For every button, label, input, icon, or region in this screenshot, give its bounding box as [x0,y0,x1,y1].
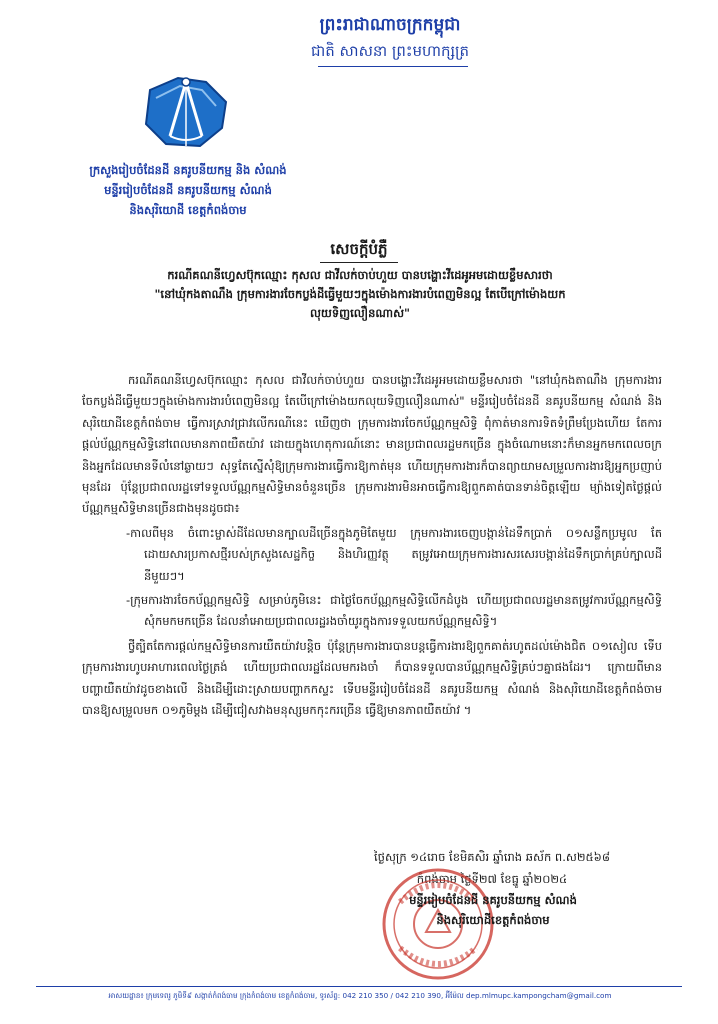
subtitle-line: លុយទិញលឿនណាស់" [309,306,411,320]
subtitle-line: ករណីគណនីហ្វេសប៊ុកឈ្មោះ កុសល ជាវីលក់ចាប់ហួយ បានបង្ហោះវីដេអូអមដោយខ្លឹមសារថា [167,268,553,282]
department-line: មន្ទីររៀបចំដែនដី នគរូបនីយកម្ម សំណង់ [104,183,272,197]
bullet-item: -ក្រុមការងារចែកប័ណ្ណកម្មសិទ្ធិ សម្រាប់ភូមិនេះ ជាថ្ងៃចែកប័ណ្ណកម្មសិទ្ធិលើកដំបូង ហើយប្រជាពលរដ្ឋមានតម្រូវការប័ណ្ណកម្មសិទ្ធិ សុំកមកមកច្រើន ដែលនាំអោយប្រជាពលរដ្ឋរងចាំយូរក្នុងការទទួលយកប័ណ្ណកម្មសិទ្ធិ។ [126,593,662,629]
issuing-office-line: មន្ទីររៀបចំដែនដី នគរូបនីយកម្ម សំណង់ [409,893,577,907]
document-title: សេចក្តីបំភ្លឺ [330,240,388,258]
issuing-office [318,890,668,930]
bullet-item: -កាលពីមុន ចំពោះម្ចាស់ដីដែលមានក្បាលដីច្រើនក្នុងភូមិតែមួយ ក្រុមការងារចេញបង្កាន់ដៃទឹកប្រាក់ ០១សន្លឹកប្រមូល តែដោយសារប្រកាសថ្មីរបស់ក្រសួងសេដ្ឋកិច្ច និងហិរញ្ញវត្ថុ តម្រូវអោយក្រុមការងារសរសេរបង្កាន់ដៃទឹកប្រាក់គ្រប់ក្បាលដីនីមួយៗ។ [126,525,662,583]
lunar-date: ថ្ងៃសុក្រ ១៤រោច ខែមិគសិរ ឆ្នាំរោង ឆស័ក ព.ស២៥៦៨ [374,850,610,864]
solar-date: កំពង់ចាម ថ្ងៃទី២៧ ខែធ្នូ ឆ្នាំ២០២៤ [416,872,568,886]
department-province-line: និងសុរិយោដី ខេត្តកំពង់ចាម [129,203,247,217]
ministry-logo [136,72,236,154]
subtitle-line: "នៅឃុំកងតាណឹង ក្រុមការងារចែកប្លង់ដីធ្វើមួយៗក្នុងម៉ោងការងារបំពេញមិនល្អ តែបើក្រៅម៉ោងយក [154,287,566,301]
body-paragraph: ថ្វីត្បិតតែការផ្តល់កម្មសិទ្ធិមានការយឺតយ៉ាវបន្តិច ប៉ុន្តែក្រុមការងារបានបន្តធ្វើការងារឱ្យពួកគាត់រហូតដល់ម៉ោងជិត ០១សៀល ទើបក្រុមការងារហូបអាហារពេលថ្ងៃត្រង់ ហើយប្រជាពលរដ្ឋដែលមករងចាំ ក៏បានទទួលបានប័ណ្ណកម្មសិទ្ធិគ្រប់ៗគ្នាផងដែរ។ ក្រោយពីមានបញ្ហាយឺតយ៉ាវដូចខាងលើ និងដើម្បីដោះស្រាយបញ្ហាកកស្ទះ ទើបមន្ទីររៀបចំដែនដី នគរូបនីយកម្ម សំណង់ និងសុរិយោដីខេត្តកំពង់ចាម បានឱ្យសម្រួលមក ០១ភូមិម្តង ដើម្បីជៀសវាងមនុស្សមកកុះករច្រើន ធ្វើឱ្យមានភាពយឺតយ៉ាវ ។ [82,638,662,718]
footer-divider [36,986,682,987]
ministry-line: ក្រសួងរៀបចំដែនដី នគរូបនីយកម្ម និង សំណង់ [89,163,287,177]
ministry-name-block [58,160,318,220]
footer-contact: អាសយដ្ឋាន៖ ក្រុមទេពរូ ភូមិទី៩ សង្កាត់កំពង់ចាម ក្រុងកំពង់ចាម ខេត្តកំពង់ចាម, ទូរស័ព្ទ: 042 210 350 / 042 210 390, អ៊ីម៉ែល dep.mlmupc.kampongcham@gmail.com [108,991,612,1000]
body-paragraph: ករណីគណនីហ្វេសប៊ុកឈ្មោះ កុសល ជាវីលក់ចាប់ហួយ បានបង្ហោះវីដេអូអមដោយខ្លឹមសារថា "នៅឃុំកងតាណឹង ក្រុមការងារចែកប្លង់ដីធ្វើមួយៗក្នុងម៉ោងការងារបំពេញមិនល្អ តែបើក្រៅម៉ោងយកលុយទិញលឿនណាស់" មន្ទីររៀបចំដែនដី នគរូបនីយកម្ម សំណង់ និងសុរិយោដីខេត្តកំពង់ចាម ធ្វើការស្រាវជ្រាវលើករណីនេះ ឃើញថា ក្រុមការងារចែកប័ណ្ណកម្មសិទ្ធិ ពុំកាត់មានការទិតទំព្រឹមប្រែងហើយ តែការផ្តល់ប័ណ្ណកម្មសិទ្ធិនៅពេលមានភាពយឺតយ៉ាវ ដោយក្នុងហេតុការណ៍នោះ មានប្រជាពលរដ្ឋមកច្រើន ក្នុងចំណោមនោះក៏មានអ្នកមកពេលចក្រ និងអ្នកដែលមានទីលំនៅឆ្ងាយៗ សុទ្ធតែស្នើសុំឱ្យក្រុមការងារធ្វើការឱ្យកាត់មុន ហើយក្រុមការងារក៏បានព្យាយាមសម្រួលការងារឱ្យអ្នកប្រញាប់មុនដែរ ប៉ុន្តែប្រជាពលរដ្ឋទៅទទួលប័ណ្ណកម្មសិទ្ធិមានចំនួនច្រើន ក្រុមការងារមិនអាចធ្វើការឱ្យពួកគាត់បានទាន់ចិត្តឡើយ ម្យ៉ាងទៀតថ្ងៃផ្តល់ប័ណ្ណកម្មសិទ្ធិមានច្រើនជាងមុនដូចជា៖ [82,373,662,516]
motto-divider [318,66,468,67]
issuing-office-line: និងសុរិយោដីខេត្តកំពង់ចាម [436,913,550,927]
document-body [82,370,662,725]
kingdom-heading: ព្រះរាជាណាចក្រកម្ពុជា [319,15,461,35]
title-underline [320,262,398,263]
document-subtitle [70,266,650,323]
national-motto: ជាតិ សាសនា ព្រះមហាក្សត្រ [310,42,470,60]
